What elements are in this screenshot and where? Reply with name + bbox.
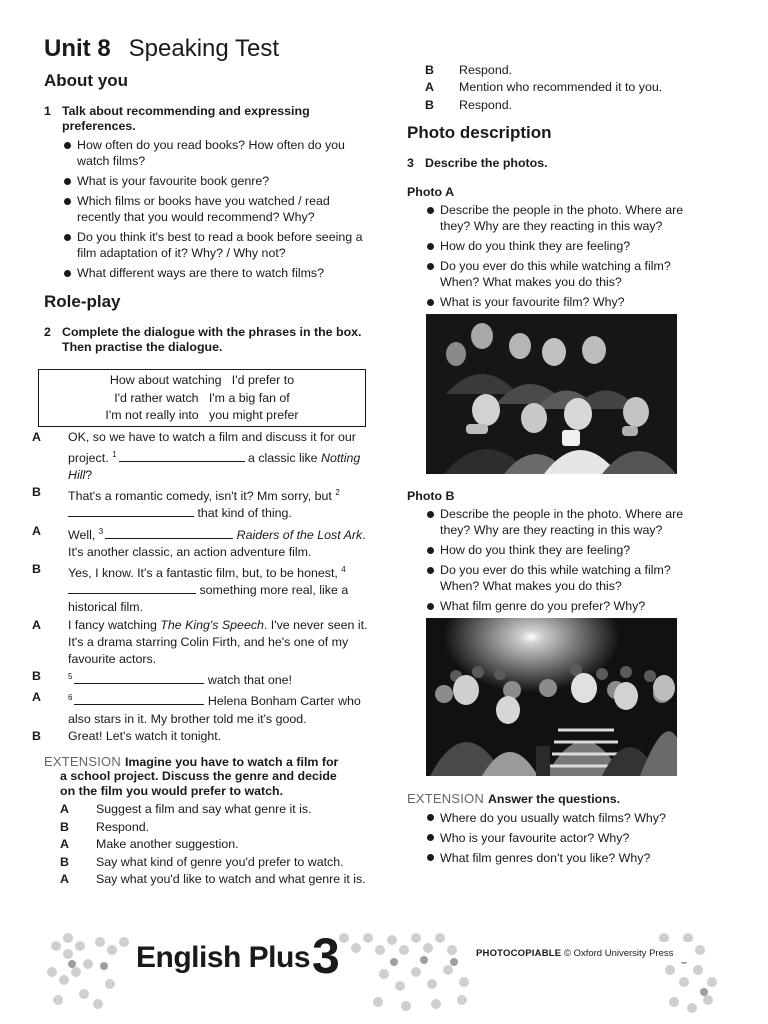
task-2 bbox=[44, 325, 374, 355]
photo-a-questions bbox=[423, 202, 707, 310]
dialogue-line bbox=[16, 617, 374, 669]
prompt-text: Mention who recommended it to you. bbox=[459, 80, 663, 95]
list-item bbox=[44, 819, 374, 836]
list-item: How often do you read books? How often do you watch films? bbox=[60, 137, 374, 169]
speaker: A bbox=[60, 872, 69, 887]
cinema-audience-photo bbox=[426, 618, 677, 776]
photo-description-heading: Photo description bbox=[407, 123, 552, 143]
answer-gap[interactable] bbox=[105, 527, 233, 539]
speaker: B bbox=[32, 728, 41, 743]
phrase-box bbox=[38, 369, 366, 427]
gap-number: 3 bbox=[98, 526, 104, 536]
extension-text: Imagine you have to watch a film for bbox=[124, 754, 339, 769]
dialogue-line bbox=[16, 523, 374, 561]
photocopiable-label: PHOTOCOPIABLE bbox=[476, 948, 562, 959]
speaker: B bbox=[425, 63, 434, 77]
dialogue-text: ? bbox=[85, 467, 93, 482]
answer-gap[interactable] bbox=[74, 672, 204, 684]
answer-gap[interactable] bbox=[68, 505, 194, 517]
dialogue-text: Yes, I know. It's a fantastic film, but, to be honest, bbox=[68, 565, 338, 580]
dialogue bbox=[16, 429, 374, 745]
speaker: A bbox=[60, 837, 69, 852]
task-number: 1 bbox=[44, 104, 51, 118]
prompt-text: Suggest a film and say what genre it is. bbox=[96, 802, 312, 817]
prompt-text: Say what you'd like to watch and what genre it is. bbox=[96, 872, 366, 887]
speaker: B bbox=[425, 97, 434, 112]
task-number: 3 bbox=[407, 156, 414, 171]
unit-title: Speaking Test bbox=[128, 35, 279, 62]
about-heading: About you bbox=[44, 71, 129, 90]
speaker: A bbox=[32, 429, 41, 444]
dialogue-line bbox=[16, 561, 374, 617]
list-item: Who is your favourite actor? Why? bbox=[423, 830, 707, 846]
list-item: Describe the people in the photo. Where are they? Why are they reacting in this way? bbox=[423, 506, 707, 538]
speaker: B bbox=[60, 819, 69, 834]
photo-b-questions bbox=[423, 506, 707, 614]
list-item: What is your favourite film? Why? bbox=[423, 294, 707, 310]
brand-level: 3 bbox=[312, 928, 340, 984]
task-1 bbox=[44, 104, 374, 134]
extension-questions bbox=[423, 810, 707, 866]
gap-number: 2 bbox=[335, 488, 340, 498]
prompt-text: Say what kind of genre you'd prefer to watch. bbox=[96, 854, 344, 869]
dialogue-line bbox=[16, 668, 374, 689]
speaker: A bbox=[32, 690, 41, 705]
extension-label: EXTENSION bbox=[407, 791, 484, 807]
dialogue-text: Great! Let's watch it tonight. bbox=[68, 728, 222, 743]
list-item bbox=[407, 97, 707, 114]
gap-number: 5 bbox=[68, 672, 73, 682]
list-item bbox=[44, 801, 374, 818]
task-3 bbox=[407, 156, 707, 171]
extension-label: EXTENSION bbox=[44, 753, 121, 769]
dialogue-line bbox=[16, 728, 374, 745]
task-text: Describe the photos. bbox=[425, 156, 548, 171]
list-item bbox=[44, 836, 374, 853]
dialogue-text: something more real, like a historical film. bbox=[68, 583, 349, 615]
dialogue-line bbox=[16, 689, 374, 727]
gap-number: 4 bbox=[341, 564, 346, 574]
copyright-notice bbox=[476, 948, 673, 960]
list-item: What film genre do you prefer? Why? bbox=[423, 598, 707, 614]
film-title: Notting Hill bbox=[68, 450, 361, 482]
dialogue-text: That's a romantic comedy, isn't it? Mm sorry, but bbox=[68, 489, 332, 504]
phrase-line: I'd rather watch I'm a big fan of bbox=[114, 390, 290, 405]
extension-text: on the film you would prefer to watch. bbox=[60, 783, 284, 798]
speaker: B bbox=[32, 485, 41, 500]
extension-prompts-continued bbox=[407, 62, 707, 114]
list-item: What different ways are there to watch films? bbox=[60, 265, 374, 281]
dialogue-text: a classic like bbox=[248, 450, 321, 465]
speaker: A bbox=[60, 802, 69, 817]
photo-b bbox=[426, 618, 677, 776]
film-title: Raiders of the Lost Ark bbox=[236, 527, 363, 542]
extension-task bbox=[44, 755, 374, 799]
dialogue-text: Well, bbox=[68, 527, 96, 542]
list-item: Where do you usually watch films? Why? bbox=[423, 810, 707, 826]
list-item: Do you ever do this while watching a film? When? What makes you do this? bbox=[423, 258, 707, 290]
dialogue-line bbox=[16, 484, 374, 522]
speaker: B bbox=[32, 561, 41, 576]
list-item bbox=[44, 854, 374, 871]
dialogue-text: . I've never seen it. It's a drama starring Colin Firth, and he's one of my favourite actors. bbox=[68, 617, 368, 666]
list-item bbox=[44, 871, 374, 888]
gap-number: 6 bbox=[68, 693, 73, 703]
dialogue-text: I fancy watching bbox=[68, 617, 161, 632]
roleplay-heading: Role-play bbox=[44, 292, 121, 311]
answer-gap[interactable] bbox=[119, 450, 245, 462]
prompt-text: Respond. bbox=[459, 97, 513, 112]
extension-text: Answer the questions. bbox=[487, 792, 621, 807]
about-questions bbox=[60, 137, 374, 281]
prompt-text: Make another suggestion. bbox=[96, 837, 239, 852]
speaker: A bbox=[32, 617, 41, 632]
speaker: A bbox=[32, 523, 41, 538]
photo-a-label: Photo A bbox=[407, 185, 455, 200]
list-item: What is your favourite book genre? bbox=[60, 173, 374, 189]
list-item: How do you think they are feeling? bbox=[423, 238, 707, 254]
dialogue-text: . It's another classic, an action adventure film. bbox=[68, 527, 366, 559]
extension-task-right bbox=[407, 792, 707, 807]
right-column bbox=[407, 62, 707, 870]
photo-a bbox=[426, 314, 677, 474]
prompt-text: Respond. bbox=[96, 819, 150, 834]
dialogue-text: OK, so we have to watch a film and discuss it for our project. bbox=[68, 429, 356, 465]
answer-gap[interactable] bbox=[74, 693, 204, 705]
phrase-line: How about watching I'd prefer to bbox=[109, 373, 295, 387]
extension-text: a school project. Discuss the genre and decide bbox=[60, 769, 337, 784]
unit-number: Unit 8 bbox=[44, 35, 111, 62]
footer bbox=[44, 924, 724, 1014]
photo-b-label: Photo B bbox=[407, 489, 455, 504]
copyright-text: © Oxford University Press bbox=[563, 948, 674, 959]
task-text: Talk about recommending and expressing preferences. bbox=[62, 104, 310, 133]
list-item: Do you think it's best to read a book before seeing a film adaptation of it? Why? / Why not? bbox=[60, 229, 374, 261]
dialogue-text: that kind of thing. bbox=[197, 506, 292, 521]
page-title bbox=[44, 34, 374, 64]
film-title: The King's Speech bbox=[160, 617, 264, 632]
list-item: Which films or books have you watched / read recently that you would recommend? Why? bbox=[60, 193, 374, 225]
speaker: B bbox=[60, 854, 69, 869]
list-item: Describe the people in the photo. Where are they? Why are they reacting in this way? bbox=[423, 202, 707, 234]
audience-reacting-photo bbox=[426, 314, 677, 474]
list-item: How do you think they are feeling? bbox=[423, 542, 707, 558]
dialogue-line bbox=[16, 429, 374, 485]
dialogue-text: watch that one! bbox=[207, 673, 292, 688]
task-number: 2 bbox=[44, 325, 51, 339]
brand-logo: English Plus bbox=[136, 941, 311, 974]
list-item: Do you ever do this while watching a film? When? What makes you do this? bbox=[423, 562, 707, 594]
list-item bbox=[407, 79, 707, 96]
gap-number: 1 bbox=[112, 449, 117, 459]
prompt-text: Respond. bbox=[459, 63, 513, 77]
extension-prompts bbox=[44, 801, 374, 888]
answer-gap[interactable] bbox=[68, 582, 196, 594]
task-text: Complete the dialogue with the phrases in the box. Then practise the dialogue. bbox=[62, 325, 362, 354]
list-item bbox=[407, 62, 707, 79]
left-column bbox=[32, 34, 374, 888]
phrase-line: I'm not really into you might prefer bbox=[105, 408, 299, 422]
dialogue-text: Helena Bonham Carter who also stars in it. My brother told me it's good. bbox=[68, 694, 361, 726]
speaker: B bbox=[32, 669, 41, 684]
speaker: A bbox=[425, 80, 434, 95]
list-item: What film genres don't you like? Why? bbox=[423, 850, 707, 866]
